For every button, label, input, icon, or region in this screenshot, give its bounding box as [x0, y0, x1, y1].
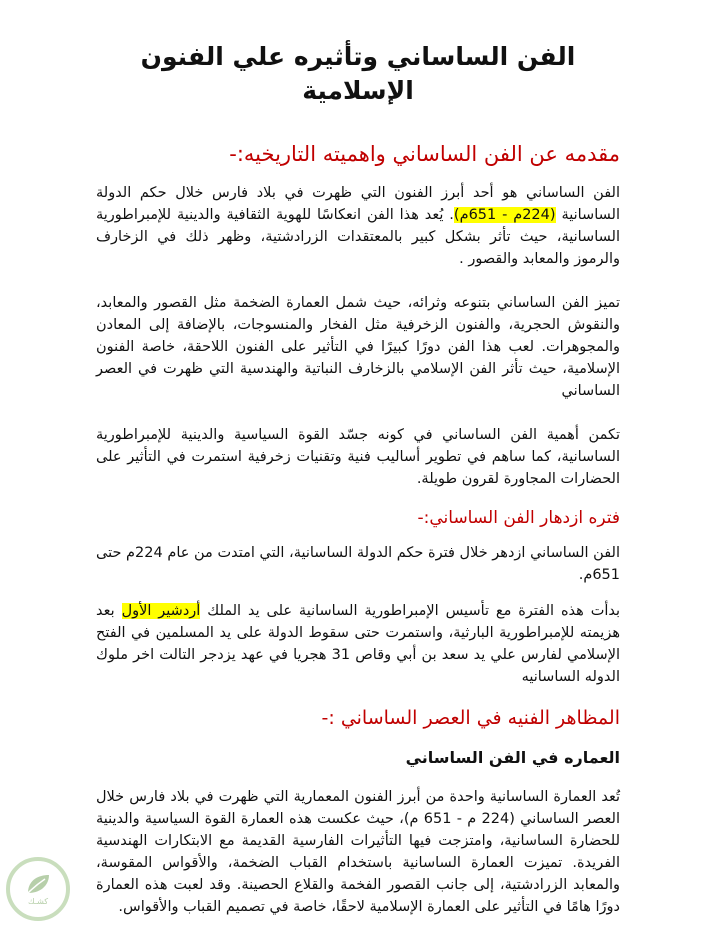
paragraph-text: بدأت هذه الفترة مع تأسيس الإمبراطورية الساسانية على يد الملك	[207, 603, 621, 619]
paragraph-period: الفن الساساني ازدهر خلال فترة حكم الدولة الساسانية، التي امتدت من عام 224م حتى 651م.	[96, 545, 620, 583]
section-heading-intro: مقدمه عن الفن الساساني واهميته التاريخيه:-	[229, 142, 620, 166]
subheading-architecture: العماره في الفن الساساني	[405, 748, 620, 767]
highlighted-dates: (224م - 651م)	[453, 207, 556, 223]
paragraph-intro	[96, 182, 620, 270]
section-heading-manifestations: المظاهر الفنيه في العصر الساساني :-	[321, 707, 620, 729]
paragraph-importance: تكمن أهمية الفن الساساني في كونه جسّد القوة السياسية والدينية للإمبراطورية الساسانية، كما ساهم في تطوير أساليب فنية وتقنيات زخرفية استمرت في التأثير على الحضارات المجاورة لقرون طويلة.	[96, 427, 620, 487]
paragraph-text: الفن الساساني هو أحد أبرز الفنون التي ظهرت في بلاد فارس خلال حكم الدولة الساسانية	[96, 185, 620, 223]
paragraph-history	[96, 600, 620, 688]
leaf-icon	[25, 873, 51, 895]
paragraph-text: . يُعد هذا الفن انعكاسًا للهوية الثقافية والدينية للإمبراطورية الساسانية، حيث تأثر بشكل كبير بالمعتقدات الزرادشتية، وظهر ذلك في الزخارف والرموز والمعابد والقصور .	[96, 207, 620, 267]
highlighted-name: أردشير الأول	[121, 603, 201, 619]
logo-text: كشـك	[27, 896, 49, 906]
paragraph-characteristics: تميز الفن الساساني بتنوعه وثرائه، حيث شمل العمارة الضخمة مثل القصور والمعابد، والنقوش الحجرية، والفنون الزخرفية مثل الفخار والمنسوجات، بالإضافة إلى المعادن والمجوهرات. لعب هذا الفن دورًا كبيرًا في التأثير على الفنون اللاحقة، خاصة الفنون الإسلامية، حيث تأثر الفن الإسلامي بالزخارف النباتية والهندسية التي ظهرت في العصر الساساني	[96, 295, 620, 399]
section-heading-flourishing: فتره ازدهار الفن الساساني:-	[417, 508, 620, 528]
page-title: الفن الساساني وتأثيره علي الفنون الإسلامية	[140, 42, 576, 105]
paragraph-architecture: تُعد العمارة الساسانية واحدة من أبرز الفنون المعمارية التي ظهرت في بلاد فارس خلال العصر الساساني (224 م - 651 م)، حيث عكست هذه العمارة القوة السياسية والدينية للحضارة الساسانية، وامتزجت فيها التأثيرات الفارسية القديمة مع الابتكارات الهندسية الفريدة. تميزت العمارة الساسانية باستخدام القباب الضخمة، والأقواس المقوسة، والمعابد الزرادشتية، إلى جانب القصور الفخمة والقلاع الحصينة. وقد لعبت هذه العمارة دورًا هامًا في التأثير على العمارة الإسلامية لاحقًا، خاصة في تصميم القباب والأقواس.	[96, 789, 620, 915]
watermark-logo	[6, 857, 70, 921]
paragraph-text: بعد هزيمته للإمبراطورية البارثية، واستمرت حتى سقوط الدولة على يد المسلمين في الفتح الإسلامي لفارس علي يد سعد بن أبي وقاص 31 هجريا في عهد يزدجر التالت اخر ملوك الدوله الساسانيه	[96, 603, 621, 685]
